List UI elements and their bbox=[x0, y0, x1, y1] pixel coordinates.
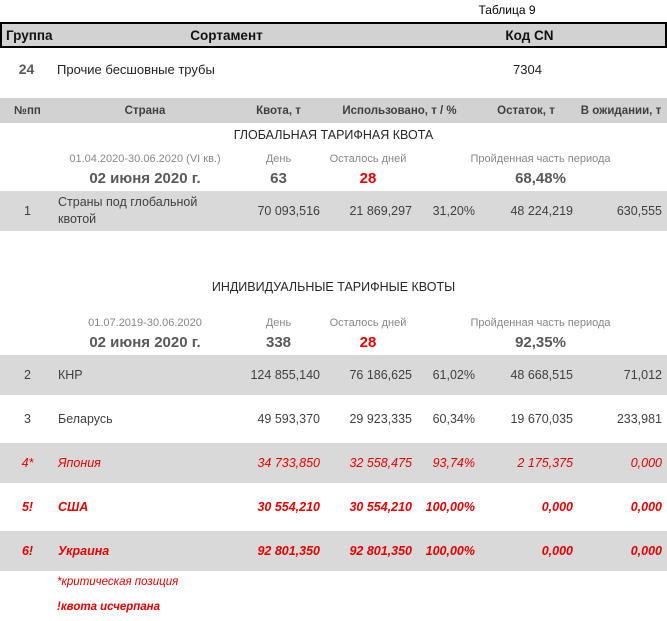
waiting-value: 0,000 bbox=[630, 500, 662, 514]
footnote-exhausted: !квота исчерпана bbox=[57, 601, 161, 613]
cn-code-column-header: Код CN bbox=[505, 27, 554, 43]
rest-column-header: Остаток, т bbox=[497, 104, 555, 117]
global-period-labels bbox=[0, 144, 667, 165]
quota-value: 124 855,140 bbox=[250, 368, 320, 382]
rest-value: 19 670,035 bbox=[510, 412, 573, 426]
quota-value: 30 554,210 bbox=[257, 500, 320, 514]
quota-value: 70 093,516 bbox=[257, 204, 320, 218]
table-row-exhausted bbox=[0, 487, 667, 527]
num-column-header: №пп bbox=[14, 104, 41, 117]
individual-passed-label: Пройденная часть периода bbox=[470, 317, 611, 329]
used-value: 92 801,350 bbox=[349, 544, 412, 558]
row-number: 3 bbox=[24, 412, 31, 426]
individual-period-values bbox=[0, 329, 667, 355]
individual-days-left-label: Осталось дней bbox=[329, 317, 407, 329]
report-page bbox=[0, 3, 667, 613]
individual-quota-title: ИНДИВИДУАЛЬНЫЕ ТАРИФНЫЕ КВОТЫ bbox=[211, 280, 456, 294]
rest-value: 48 224,219 bbox=[510, 204, 573, 218]
used-column-header: Использовано, т / % bbox=[342, 104, 457, 117]
used-percent: 100,00% bbox=[425, 544, 475, 558]
individual-day-label: День bbox=[265, 317, 292, 329]
rest-value: 48 668,515 bbox=[510, 368, 573, 382]
sortament-name: Прочие бесшовные трубы bbox=[57, 61, 215, 77]
quota-value: 49 593,370 bbox=[257, 412, 320, 426]
country-name: КНР bbox=[58, 367, 83, 382]
quota-value: 92 801,350 bbox=[257, 544, 320, 558]
footnote-critical: *критическая позиция bbox=[57, 576, 179, 588]
used-value: 30 554,210 bbox=[349, 500, 412, 514]
quota-column-header: Квота, т bbox=[256, 104, 301, 117]
used-value: 76 186,625 bbox=[349, 368, 412, 382]
section-spacer bbox=[0, 235, 667, 275]
global-days-left-label: Осталось дней bbox=[329, 153, 407, 165]
global-current-date: 02 июня 2020 г. bbox=[89, 169, 201, 187]
used-value: 21 869,297 bbox=[349, 204, 412, 218]
global-period-values bbox=[0, 165, 667, 191]
table-row bbox=[0, 399, 667, 439]
used-percent: 60,34% bbox=[432, 412, 475, 426]
waiting-value: 233,981 bbox=[616, 412, 662, 426]
group-table-row bbox=[0, 59, 667, 79]
table-row bbox=[0, 191, 667, 231]
individual-days-left-value: 28 bbox=[359, 333, 377, 351]
group-column-header: Группа bbox=[6, 27, 53, 43]
used-value: 32 558,475 bbox=[349, 456, 412, 470]
rest-value: 0,000 bbox=[541, 500, 573, 514]
table-row-critical bbox=[0, 443, 667, 483]
global-day-label: День bbox=[265, 153, 292, 165]
global-days-left-value: 28 bbox=[359, 169, 377, 187]
waiting-value: 0,000 bbox=[630, 456, 662, 470]
waiting-value: 630,555 bbox=[616, 204, 662, 218]
group-number: 24 bbox=[18, 61, 35, 77]
group-table-header bbox=[0, 22, 667, 48]
country-name: США bbox=[58, 499, 89, 514]
table-caption: Таблица 9 bbox=[478, 3, 536, 17]
used-percent: 31,20% bbox=[432, 204, 475, 218]
cn-code-value: 7304 bbox=[513, 61, 542, 77]
global-passed-value: 68,48% bbox=[515, 169, 566, 187]
waiting-value: 0,000 bbox=[630, 544, 662, 558]
quota-value: 34 733,850 bbox=[257, 456, 320, 470]
rest-value: 2 175,375 bbox=[517, 456, 573, 470]
sortament-column-header: Сортамент bbox=[190, 27, 263, 43]
global-quota-title: ГЛОБАЛЬНАЯ ТАРИФНАЯ КВОТА bbox=[233, 128, 434, 142]
used-value: 29 923,335 bbox=[349, 412, 412, 426]
individual-passed-value: 92,35% bbox=[515, 333, 566, 351]
individual-period-range: 01.07.2019-30.06.2020 bbox=[88, 317, 202, 329]
row-number: 2 bbox=[24, 368, 31, 382]
used-percent: 61,02% bbox=[432, 368, 475, 382]
individual-day-value: 338 bbox=[265, 333, 292, 351]
used-percent: 93,74% bbox=[432, 456, 475, 470]
table-row-exhausted bbox=[0, 531, 667, 571]
table-row bbox=[0, 355, 667, 395]
used-percent: 100,00% bbox=[425, 500, 475, 514]
country-name: Беларусь bbox=[58, 411, 113, 426]
rest-value: 0,000 bbox=[541, 544, 573, 558]
individual-period-labels bbox=[0, 308, 667, 329]
country-name: Украина bbox=[58, 543, 110, 558]
country-name: Страны под глобальной квотой bbox=[58, 195, 198, 226]
individual-current-date: 02 июня 2020 г. bbox=[89, 333, 201, 351]
country-name: Япония bbox=[58, 455, 101, 470]
global-day-value: 63 bbox=[270, 169, 287, 187]
country-column-header: Страна bbox=[124, 104, 166, 117]
quota-table-header bbox=[0, 98, 667, 123]
row-number: 4* bbox=[21, 456, 34, 470]
waiting-column-header: В ожидании, т bbox=[580, 104, 662, 117]
row-number: 1 bbox=[24, 204, 31, 218]
row-number: 6! bbox=[21, 544, 34, 558]
row-number: 5! bbox=[21, 500, 34, 514]
waiting-value: 71,012 bbox=[623, 368, 662, 382]
global-period-range: 01.04.2020-30.06.2020 (VI кв.) bbox=[69, 153, 221, 165]
global-passed-label: Пройденная часть периода bbox=[470, 153, 611, 165]
